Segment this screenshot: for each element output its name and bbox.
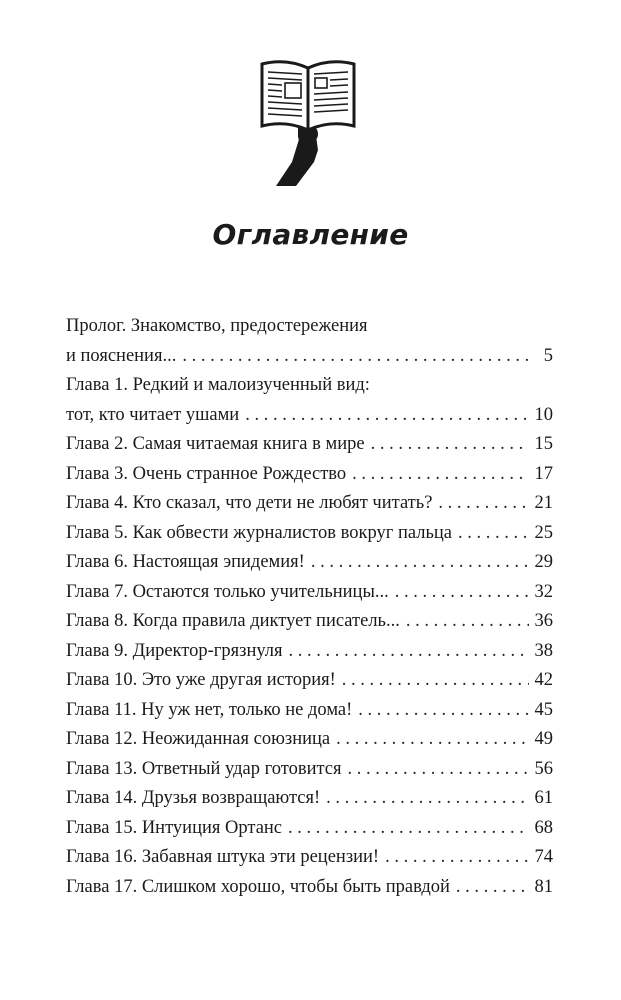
dot-leader: [395, 578, 529, 608]
page-number: 10: [534, 404, 553, 425]
toc-entry-line: [66, 460, 553, 490]
page-number: 32: [534, 581, 553, 602]
toc-entry: [66, 725, 553, 755]
toc-entry-line: [66, 814, 553, 844]
page-number: 36: [534, 611, 553, 631]
toc-entry-line: [66, 755, 553, 785]
toc-entry-line: [66, 784, 553, 814]
dot-leader: [406, 607, 529, 637]
dot-leader: [289, 637, 529, 667]
page-number: 21: [534, 493, 553, 513]
toc-entry-title: Глава 8. Когда правила диктует писатель...: [66, 611, 400, 631]
toc-entry-title: Глава 5. Как обвести журналистов вокруг пальца: [66, 522, 452, 543]
toc-entry: [66, 430, 553, 460]
page-number: 74: [534, 847, 553, 867]
toc-entry: [66, 814, 553, 844]
toc-entry-line: [66, 578, 553, 608]
toc-entry: [66, 843, 553, 873]
dot-leader: [371, 430, 529, 460]
toc-entry-title: Глава 12. Неожиданная союзница: [66, 729, 331, 749]
dot-leader: [336, 725, 528, 755]
toc-entry-line: [66, 696, 553, 726]
toc-entry: [66, 607, 553, 637]
toc-entry-line: [66, 725, 553, 755]
hand-holding-open-book-icon: [256, 58, 360, 186]
toc-entry-title: Глава 7. Остаются только учительницы...: [66, 581, 389, 602]
toc-entry-title-line: [66, 312, 553, 342]
toc-entry: [66, 489, 553, 519]
toc-entry-line: [66, 637, 553, 667]
toc-entry-title: тот, кто читает ушами: [66, 404, 240, 425]
toc-entry: [66, 371, 553, 430]
toc-entry-title: Глава 16. Забавная штука эти рецензии!: [66, 847, 380, 867]
page-number: 17: [534, 463, 553, 484]
page-number: 42: [534, 670, 553, 690]
page-number: 5: [543, 345, 553, 366]
page-number: 68: [534, 817, 553, 838]
toc-entry-title: Глава 4. Кто сказал, что дети не любят читать?: [66, 493, 433, 513]
toc-entry-title: Глава 9. Директор-грязнуля: [66, 640, 283, 661]
toc-entry-line: [66, 548, 553, 578]
toc-entry-line: [66, 843, 553, 873]
toc-entry: [66, 784, 553, 814]
dot-leader: [245, 401, 528, 431]
toc-entry-title: Глава 3. Очень странное Рождество: [66, 463, 347, 484]
toc-entry-line: [66, 489, 553, 519]
toc-entry: [66, 519, 553, 549]
page-number: 29: [534, 552, 553, 572]
dot-leader: [352, 460, 528, 490]
toc-entry-title-line: [66, 371, 553, 401]
dot-leader: [456, 873, 529, 903]
page-number: 81: [534, 876, 553, 897]
dot-leader: [182, 342, 533, 372]
dot-leader: [326, 784, 528, 814]
toc-entry: [66, 637, 553, 667]
page-number: 38: [534, 640, 553, 661]
toc-entry-line: [66, 873, 553, 903]
toc-entry-line: [66, 401, 553, 431]
toc-entry-title: Глава 2. Самая читаемая книга в мире: [66, 434, 365, 454]
toc-entry-title: Глава 17. Слишком хорошо, чтобы быть правдой: [66, 876, 450, 897]
dot-leader: [438, 489, 528, 519]
page-number: 25: [534, 522, 553, 543]
dot-leader: [358, 696, 528, 726]
toc-entry: [66, 696, 553, 726]
toc-entry-line: [66, 519, 553, 549]
page-title: Оглавление: [212, 218, 409, 251]
toc-entry-title: Глава 6. Настоящая эпидемия!: [66, 552, 305, 572]
toc-entry: [66, 460, 553, 490]
toc-entry: [66, 666, 553, 696]
toc-entry: [66, 548, 553, 578]
toc-entry-title: Глава 1. Редкий и малоизученный вид:: [66, 375, 370, 395]
toc-entry-title: Глава 15. Интуиция Ортанс: [66, 817, 283, 838]
toc-entry: [66, 578, 553, 608]
toc-entry-title: Пролог. Знакомство, предостережения: [66, 316, 368, 336]
toc-entry-title: Глава 13. Ответный удар готовится: [66, 758, 342, 779]
toc-entry-title: Глава 11. Ну уж нет, только не дома!: [66, 699, 353, 720]
page-number: 15: [534, 434, 553, 454]
dot-leader: [385, 843, 528, 873]
page-number: 61: [534, 788, 553, 808]
dot-leader: [311, 548, 529, 578]
toc-entry: [66, 312, 553, 371]
dot-leader: [342, 666, 529, 696]
page-number: 45: [534, 699, 553, 720]
toc-entry: [66, 873, 553, 903]
dot-leader: [288, 814, 528, 844]
toc-entry-line: [66, 607, 553, 637]
page-number: 49: [534, 729, 553, 749]
toc-entry-title: Глава 10. Это уже другая история!: [66, 670, 336, 690]
toc-entry-line: [66, 342, 553, 372]
toc-entry-line: [66, 430, 553, 460]
toc-entry-title: Глава 14. Друзья возвращаются!: [66, 788, 321, 808]
toc-entry: [66, 755, 553, 785]
toc-entry-title: и пояснения...: [66, 345, 177, 366]
page-number: 56: [534, 758, 553, 779]
dot-leader: [458, 519, 529, 549]
dot-leader: [348, 755, 529, 785]
table-of-contents: [66, 312, 553, 902]
toc-entry-line: [66, 666, 553, 696]
